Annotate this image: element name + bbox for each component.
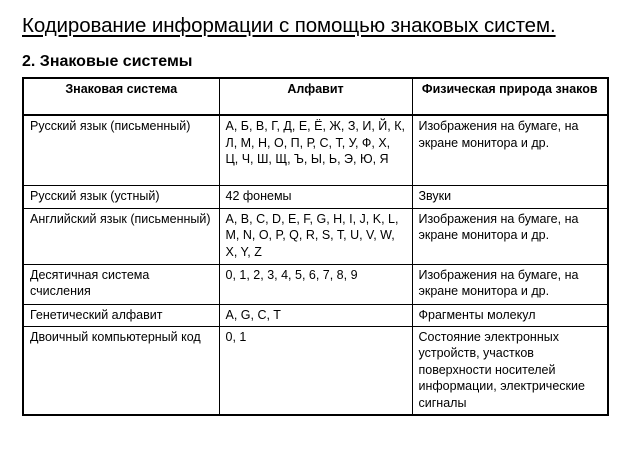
sign-systems-table: [22, 77, 609, 416]
cell-physical-nature: Изображения на бумаге, на экране монитора и др.: [412, 115, 608, 185]
cell-alphabet: А, Б, В, Г, Д, Е, Ё, Ж, З, И, Й, К, Л, М, Н, О, П, Р, С, Т, У, Ф, Х, Ц, Ч, Ш, Щ, Ъ, Ы, Ь, Э, Ю, Я: [219, 115, 412, 185]
cell-physical-nature: Изображения на бумаге, на экране монитора и др.: [412, 264, 608, 304]
section-heading: 2. Знаковые системы: [22, 53, 193, 70]
cell-alphabet: 0, 1: [219, 326, 412, 415]
cell-physical-nature: Звуки: [412, 185, 608, 208]
cell-sign-system: Генетический алфавит: [23, 304, 219, 326]
table-row: [23, 304, 608, 326]
cell-alphabet: A, B, C, D, E, F, G, H, I, J, K, L, M, N, O, P, Q, R, S, T, U, V, W, X, Y, Z: [219, 208, 412, 264]
cell-physical-nature: Изображения на бумаге, на экране монитора и др.: [412, 208, 608, 264]
cell-sign-system: Русский язык (письменный): [23, 115, 219, 185]
page-title: Кодирование информации с помощью знаковых систем.: [22, 14, 556, 37]
cell-alphabet: A, G, C, T: [219, 304, 412, 326]
table-row: [23, 326, 608, 415]
cell-sign-system: Английский язык (письменный): [23, 208, 219, 264]
cell-physical-nature: Фрагменты молекул: [412, 304, 608, 326]
cell-physical-nature: Состояние электронных устройств, участков поверхности носителей информации, электрические сигналы: [412, 326, 608, 415]
header-sign-system: Знаковая система: [23, 78, 219, 115]
table-row: [23, 264, 608, 304]
header-physical-nature: Физическая природа знаков: [412, 78, 608, 115]
table-row: [23, 208, 608, 264]
table-header-row: [23, 78, 608, 115]
header-alphabet: Алфавит: [219, 78, 412, 115]
cell-sign-system: Двоичный компьютерный код: [23, 326, 219, 415]
cell-sign-system: Русский язык (устный): [23, 185, 219, 208]
cell-alphabet: 42 фонемы: [219, 185, 412, 208]
table-row: [23, 185, 608, 208]
cell-alphabet: 0, 1, 2, 3, 4, 5, 6, 7, 8, 9: [219, 264, 412, 304]
cell-sign-system: Десятичная система счисления: [23, 264, 219, 304]
table-row: [23, 115, 608, 185]
